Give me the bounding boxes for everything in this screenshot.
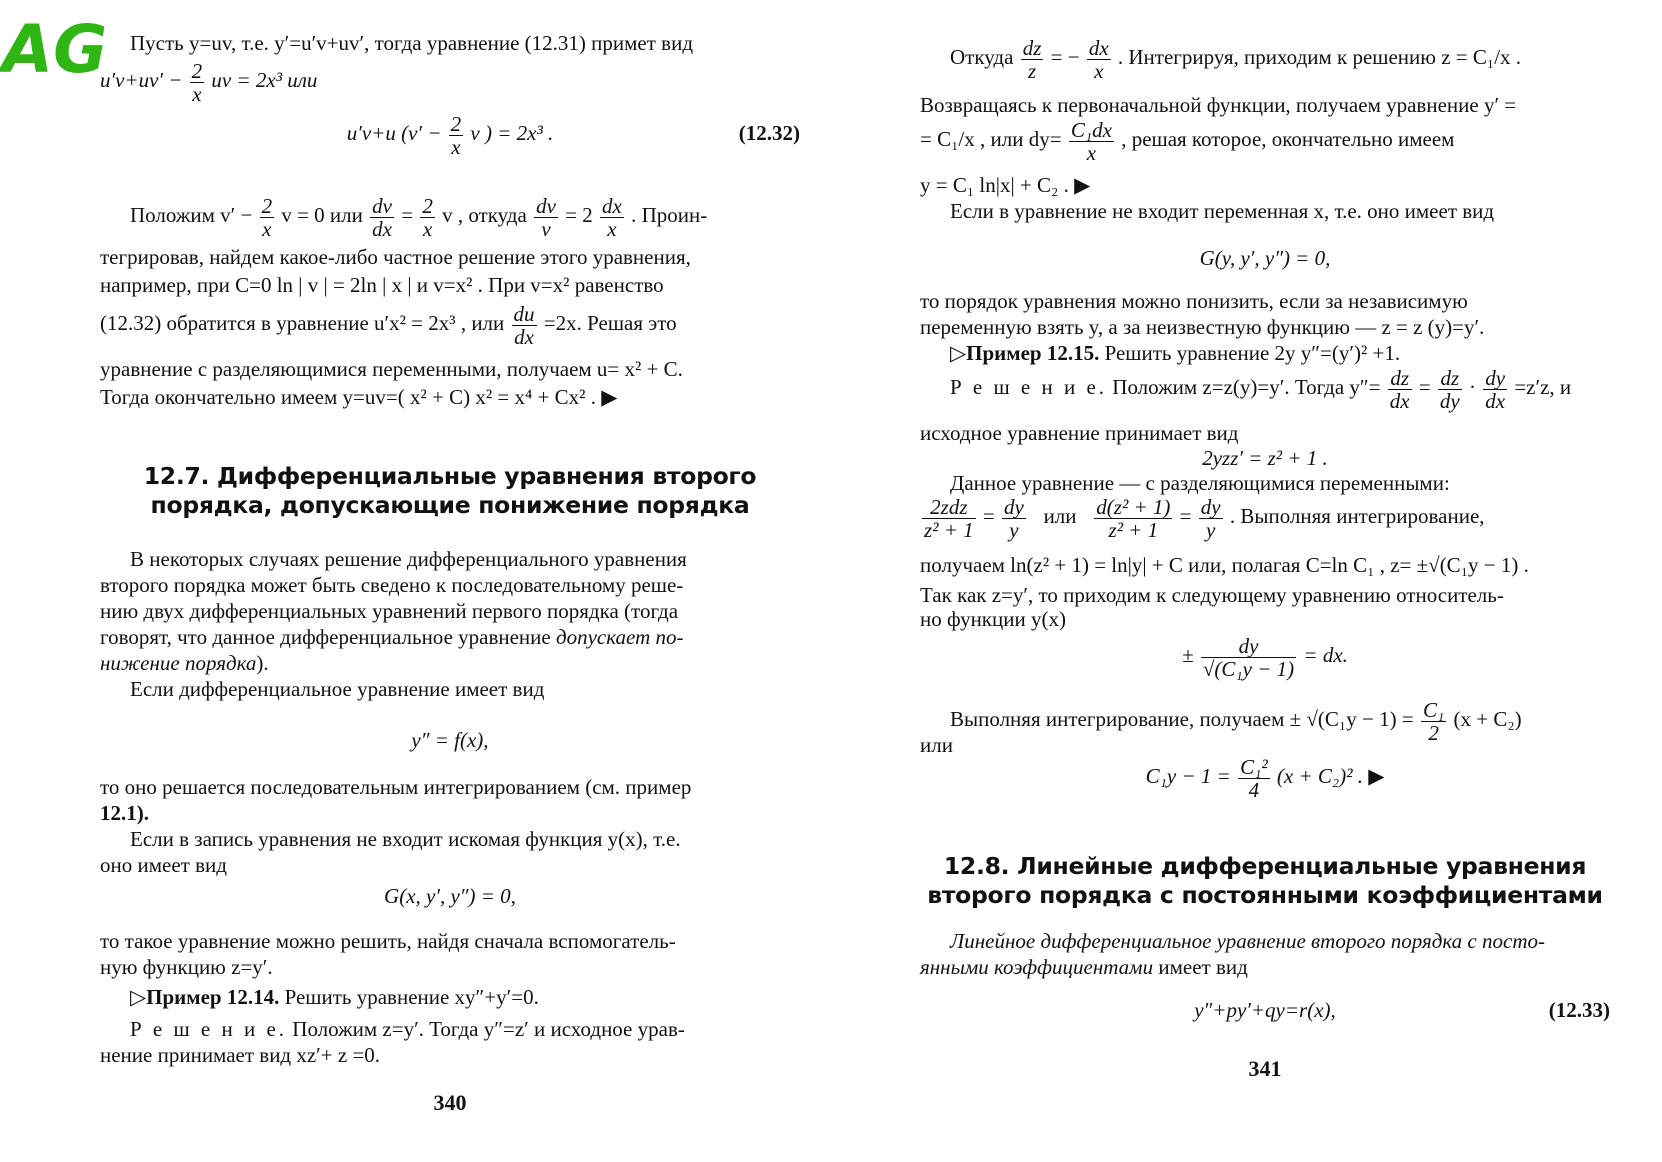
text-line: оно имеет вид [100, 853, 227, 877]
equation: G(y, y′, y″) = 0, [1199, 246, 1331, 270]
text-line: Если в запись уравнения не входит искомая функция y(x), т.е. [130, 827, 681, 851]
text-line: то оно решается последовательным интегрированием (см. пример [100, 775, 692, 799]
formula-line: Выполняя интегрирование, получаем ± √(C₁y − 1) = $\frac{\text{C₁}}{2}$ (x + C₂) [950, 697, 1522, 745]
equation: y″ = f(x), [411, 728, 489, 752]
text-line: нию двух дифференциальных уравнений первого порядка (тогда [100, 599, 679, 623]
section-heading-12-8: 12.8. Линейные дифференциальные уравнения второго порядка с постоянными коэффициентами [927, 852, 1603, 909]
formula-line: = C₁/x , или dy= $\frac{\text{C₁dx}}{x}$ , решая которое, окончательно имеем [920, 117, 1455, 165]
text-line: нижение порядка). [100, 651, 269, 675]
text-line: 12.1). [100, 801, 149, 825]
text-line: янными коэффициентами имеет вид [920, 955, 1248, 979]
equation: 2yzz′ = z² + 1 . [1202, 446, 1328, 470]
text-line: Пусть y=uv, т.е. y′=u′v+uv′, тогда уравнение (12.31) примет вид [130, 31, 694, 55]
example-line: ▷Пример 12.15. Решить уравнение 2y y″=(y′)² +1. [950, 341, 1401, 365]
page-number: 341 [1248, 1056, 1282, 1081]
ag-logo [0, 0, 108, 88]
text-line: то такое уравнение можно решить, найдя сначала вспомогатель- [100, 929, 676, 953]
text-line: говорят, что данное дифференциальное уравнение допускает по- [100, 625, 684, 649]
text-line: переменную взять y, а за неизвестную функцию — z = z (y)=y′. [920, 315, 1485, 339]
text-line: тегрировав, найдем какое-либо частное решение этого уравнения, [100, 245, 691, 269]
equation: ± $\frac{dy}{\text{√(C₁y − 1)}}$ = dx. [1182, 633, 1348, 681]
equation: C₁y − 1 = $\frac{\text{C₁²}}{4}$ (x + C₂)² . ▶ [1145, 754, 1385, 802]
text-line: второго порядка может быть сведено к последовательному реше- [100, 573, 684, 597]
example-line: ▷Пример 12.14. Решить уравнение xy″+y′=0. [130, 985, 539, 1009]
example-label: ▷Пример 12.15. [950, 341, 1100, 365]
formula-line: u′v+uv′ − $\frac{2}{x}$ uv = 2x³ или [100, 58, 318, 106]
solution-line: Р е ш е н и е. Положим z=z(y)=y′. Тогда y″= $\frac{dz}{dx}$ = $\frac{dz}{dy}$ · $\frac{dy}{dx}$ =z′z, и [950, 365, 1572, 413]
text-line: но функции y(x) [920, 607, 1066, 631]
text-line: получаем ln(z² + 1) = ln|y| + C или, полагая C=ln C₁ , z= ±√(C₁y − 1) . [920, 553, 1529, 577]
text-line: Возвращаясь к первоначальной функции, получаем уравнение y′ = [920, 93, 1517, 117]
text-line: Так как z=y′, то приходим к следующему уравнению относитель- [920, 583, 1504, 607]
text-line: Линейное дифференциальное уравнение второго порядка с посто- [950, 929, 1545, 953]
text-line: ную функцию z=y′. [100, 955, 273, 979]
equation-number: (12.32) [738, 121, 800, 145]
right-page [920, 22, 1610, 1152]
text-line: Данное уравнение — с разделяющимися переменными: [950, 471, 1450, 495]
text-line: y = C₁ ln|x| + C₂ . ▶ [920, 173, 1091, 197]
left-page [100, 22, 800, 1152]
formula-line: (12.32) обратится в уравнение u′x² = 2x³ , или $\frac{du}{dx}$ =2x. Решая это [100, 301, 677, 349]
text-line: или [920, 733, 953, 757]
formula-line: Откуда $\frac{dz}{z}$ = − $\frac{dx}{x}$ . Интегрируя, приходим к решению z = C₁/x . [950, 35, 1522, 83]
equation: G(x, y′, y″) = 0, [384, 884, 516, 908]
text-line: то порядок уравнения можно понизить, если за независимую [920, 289, 1468, 313]
logo-letters: AG [2, 11, 108, 88]
text-line: Если в уравнение не входит переменная x, т.е. оно имеет вид [950, 199, 1495, 223]
text-line: Тогда окончательно имеем y=uv=( x² + C) x² = x⁴ + Cx² . ▶ [100, 385, 618, 409]
text-line: нение принимает вид xz′+ z =0. [100, 1043, 381, 1067]
example-label: ▷Пример 12.14. [130, 985, 280, 1009]
equation-number: (12.33) [1548, 998, 1610, 1022]
text-line: исходное уравнение принимает вид [920, 421, 1239, 445]
text-line: уравнение с разделяющимися переменными, получаем u= x² + C. [100, 357, 683, 381]
formula-line: $\frac{\text{2zdz}}{\text{z² + 1}}$ = $\frac{dy}{y}$ или $\frac{\text{d(z² + 1)}}{\text{z² + 1}}$ = $\frac{dy}{y}$ . Выполняя интегрирование, [924, 494, 1485, 542]
equation-12-33: y″+py′+qy=r(x), (12.33) [1194, 998, 1610, 1022]
text-line: например, при C=0 ln | v | = 2ln | x | и v=x² . При v=x² равенство [100, 273, 664, 297]
page-number: 340 [433, 1090, 467, 1115]
formula-line: Положим v′ − $\frac{2}{x}$ v = 0 или $\frac{dv}{dx}$ = $\frac{2}{x}$ v , откуда $\frac{dv}{v}$ = 2 $\frac{dx}{x}$ . Проин- [130, 193, 708, 241]
section-heading-12-7: 12.7. Дифференциальные уравнения второго порядка, допускающие понижение порядка [143, 462, 757, 519]
text-line: В некоторых случаях решение дифференциального уравнения [130, 547, 687, 571]
equation-12-32: u′v+u (v′ − $\frac{2}{x}$ v ) = 2x³ . (12.32) [100, 108, 800, 158]
text-line: Если дифференциальное уравнение имеет вид [130, 677, 545, 701]
solution-line: Р е ш е н и е. Положим z=y′. Тогда y″=z′ и исходное урав- [130, 1017, 685, 1041]
